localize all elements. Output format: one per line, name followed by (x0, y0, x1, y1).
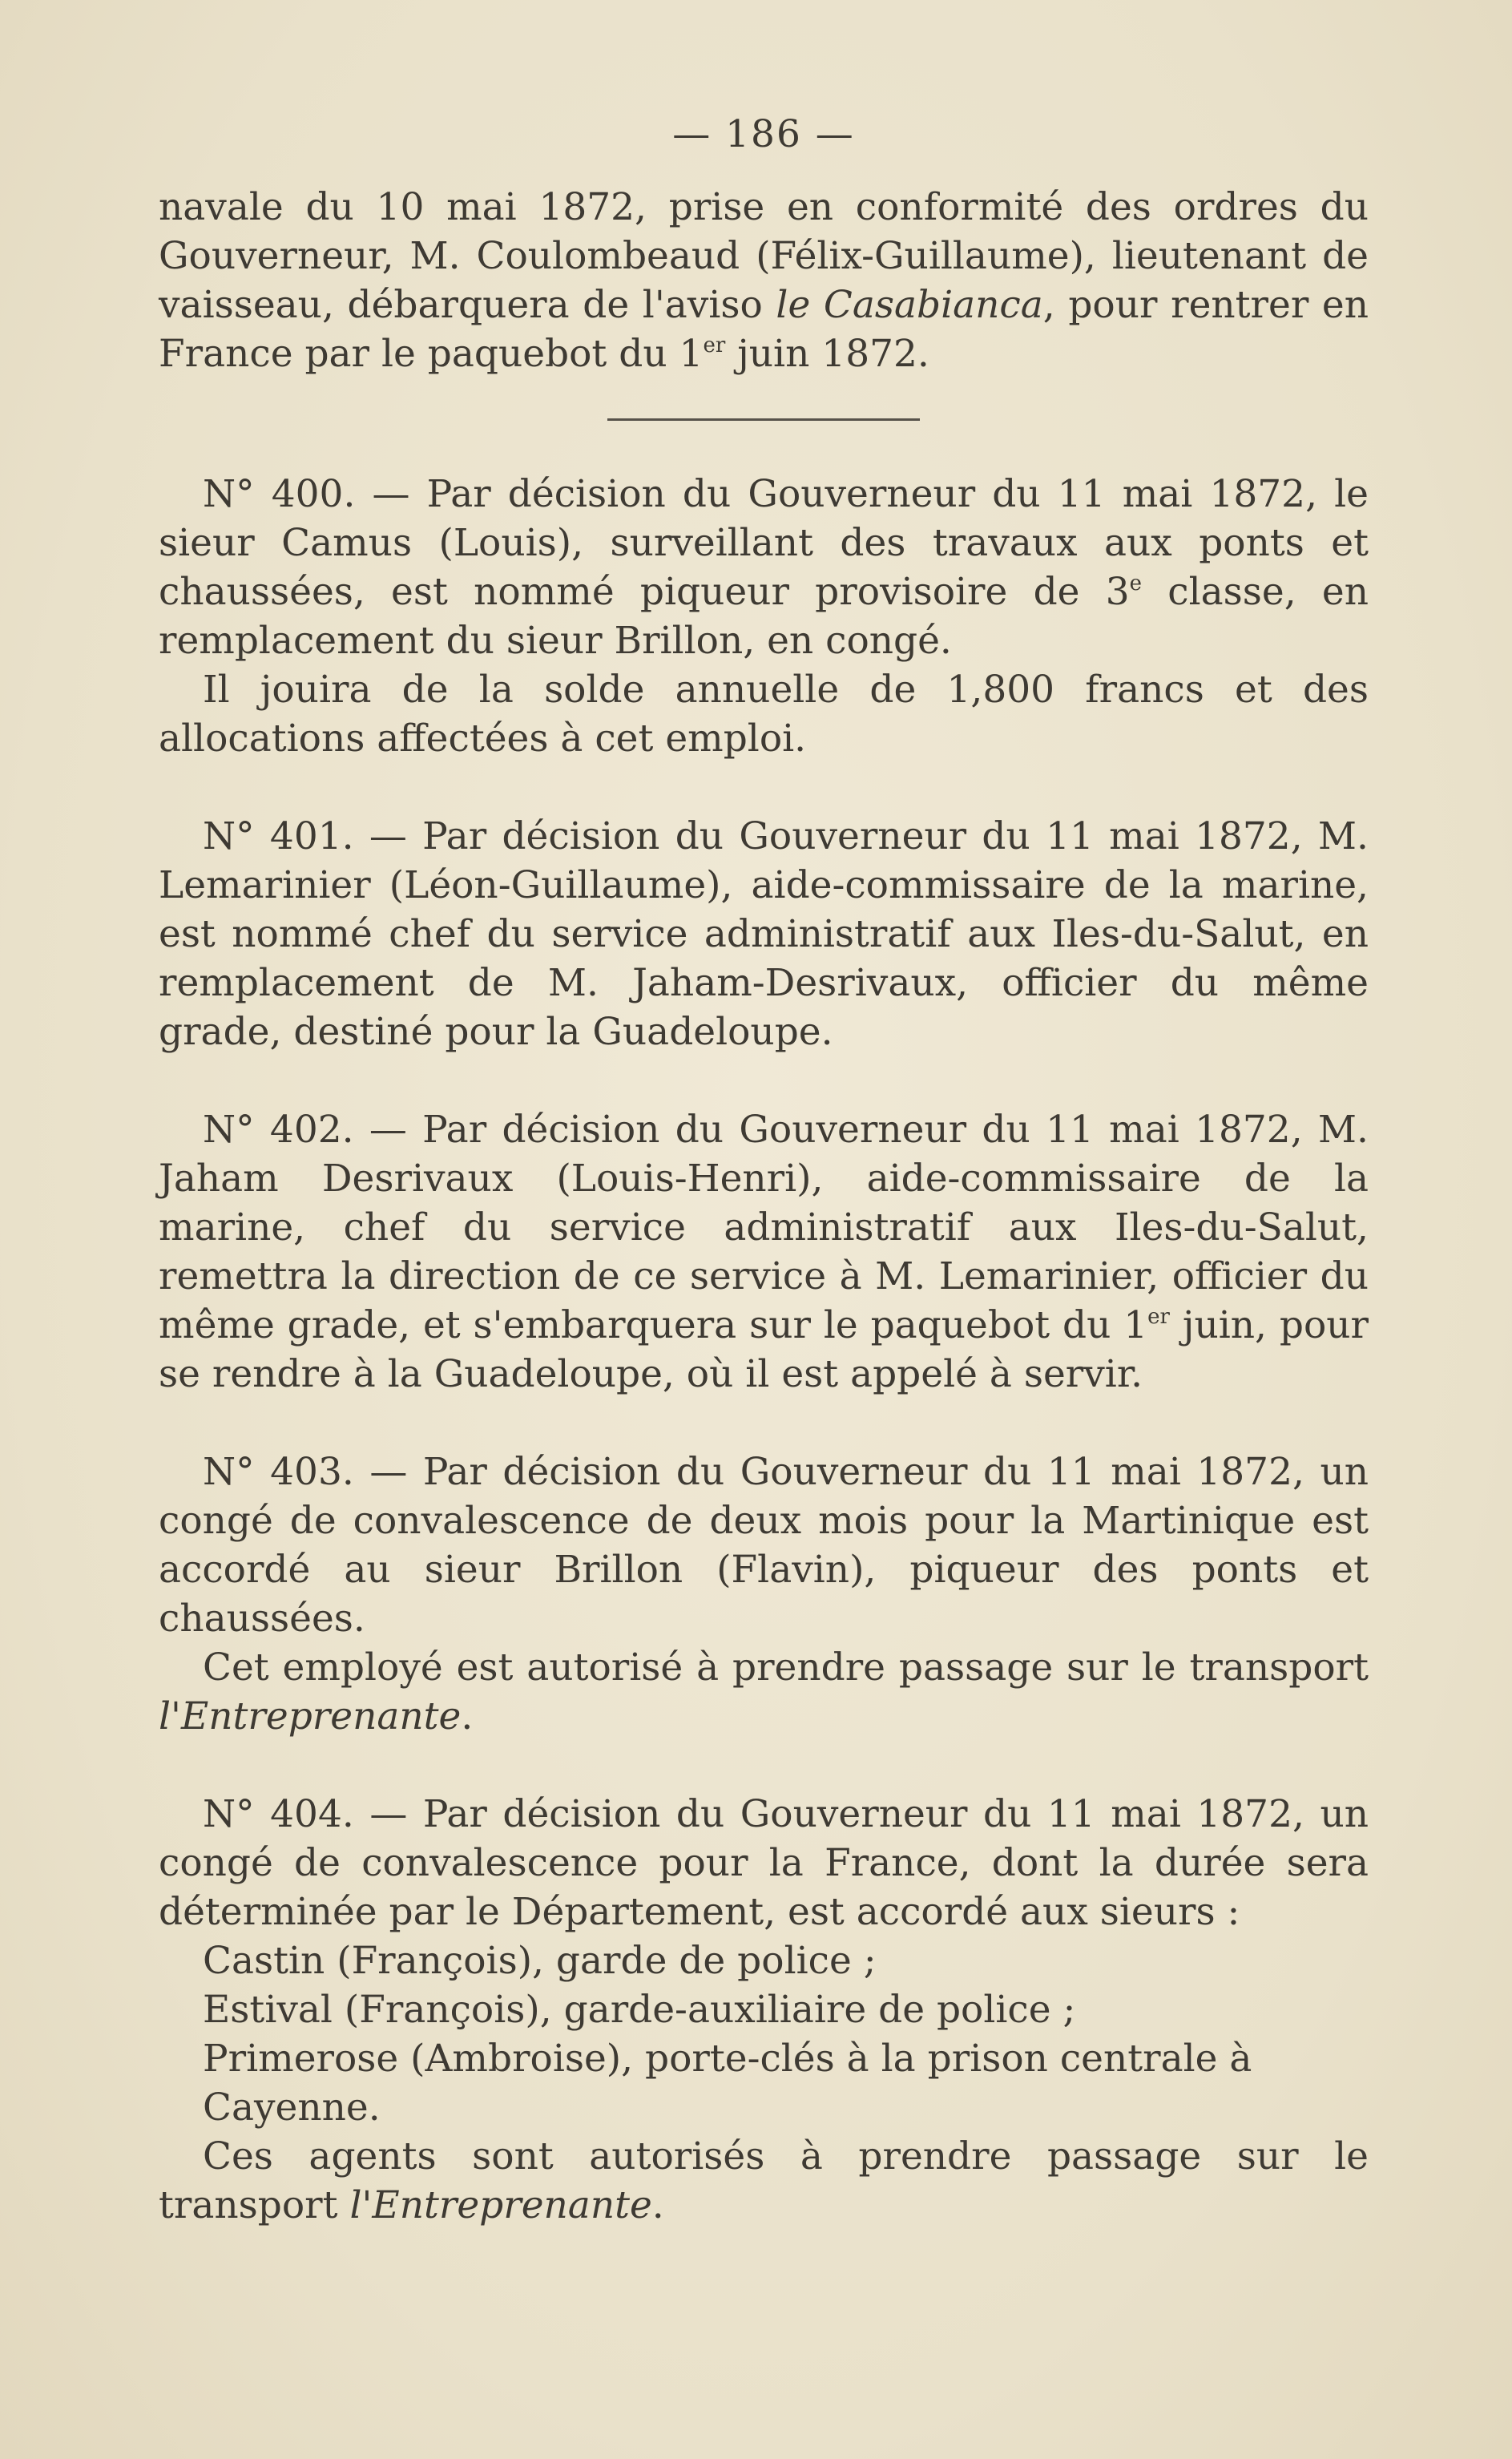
entry-text: — Par décision du Gouverneur du 11 mai 1872, un congé de convalescence pour la France, dont la durée sera déterminée par le Département, est accordé aux sieurs : (159, 1792, 1369, 1934)
decision-entry-403 (159, 1448, 1369, 1741)
entry-number: N° 401. (203, 814, 354, 858)
page-body (159, 111, 1369, 2230)
superscript: er (1147, 1305, 1170, 1329)
entry-text: . (461, 1694, 474, 1738)
decision-entry-404 (159, 1790, 1369, 2230)
continuation-text: navale du 10 mai 1872, prise en conformité des ordres du Gouverneur, M. Coulombeaud (Félix-Guillaume), lieutenant de vaisseau, débarquera de l'aviso (159, 185, 1369, 327)
entry-paragraph (159, 470, 1369, 665)
list-item: Estival (François), garde-auxiliaire de police ; (203, 1988, 1076, 2032)
entry-paragraph (159, 1790, 1369, 1936)
decision-entry-401 (159, 812, 1369, 1056)
entry-paragraph: Il jouira de la solde annuelle de 1,800 francs et des allocations affectées à cet emploi. (159, 668, 1369, 761)
continuation-text: , pour rentrer en France par le paquebot du 1 (159, 283, 1369, 376)
entry-text: — Par décision du Gouverneur du 11 mai 1872, un congé de convalescence de deux mois pour la Martinique est accordé au sieur Brillon (Flavin), piqueur des ponts et chaussées. (159, 1450, 1369, 1641)
entry-text: Cet employé est autorisé à prendre passage sur le transport (203, 1645, 1369, 1690)
entry-text: Ces agents sont autorisés à prendre passage sur le transport (159, 2134, 1369, 2227)
entry-text: — Par décision du Gouverneur du 11 mai 1872, M. Jaham Desrivaux (Louis-Henri), aide-commissaire de la marine, chef du service administratif aux Iles-du-Salut, remettra la direction de ce service à M. Lemarinier, officier du même grade, et s'embarquera sur le paquebot du 1 (159, 1108, 1369, 1347)
list-item: Primerose (Ambroise), porte-clés à la prison centrale à Cayenne. (203, 2037, 1252, 2130)
entry-paragraph (159, 1105, 1369, 1399)
entry-number: N° 403. (203, 1450, 354, 1494)
entry-number: N° 400. (203, 472, 356, 516)
superscript: er (703, 333, 726, 357)
entry-paragraph (159, 1643, 1369, 1741)
entry-text: . (651, 2183, 664, 2227)
decision-entry-402 (159, 1105, 1369, 1399)
entry-paragraph (159, 1448, 1369, 1643)
ship-name: l'Entreprenante (349, 2183, 652, 2227)
superscript: e (1129, 571, 1143, 596)
entry-text: — Par décision du Gouverneur du 11 mai 1872, M. Lemarinier (Léon-Guillaume), aide-commissaire de la marine, est nommé chef du service administratif aux Iles-du-Salut, en remplacement de M. Jaham-Desrivaux, officier du même grade, destiné pour la Guadeloupe. (159, 814, 1369, 1054)
entry-number: N° 402. (203, 1108, 354, 1152)
entry-text: — Par décision du Gouverneur du 11 mai 1872, le sieur Camus (Louis), surveillant des travaux aux ponts et chaussées, est nommé piqueur provisoire de 3 (159, 472, 1369, 614)
list-item: Castin (François), garde de police ; (203, 1939, 877, 1983)
entry-paragraph (159, 812, 1369, 1056)
entry-number: N° 404. (203, 1792, 354, 1836)
page-number: — 186 — (672, 112, 855, 156)
section-divider (607, 418, 920, 421)
ship-name: l'Entreprenante (159, 1694, 462, 1738)
entry-text: juin, pour se rendre à la Guadeloupe, où il est appelé à servir. (159, 1303, 1369, 1396)
decision-entry-400 (159, 470, 1369, 763)
ship-name: le Casabianca (776, 283, 1043, 327)
continuation-paragraph (159, 183, 1369, 378)
continuation-text: juin 1872. (725, 332, 929, 376)
entry-text: classe, en remplacement du sieur Brillon, en congé. (159, 570, 1369, 663)
entry-paragraph (159, 2132, 1369, 2230)
